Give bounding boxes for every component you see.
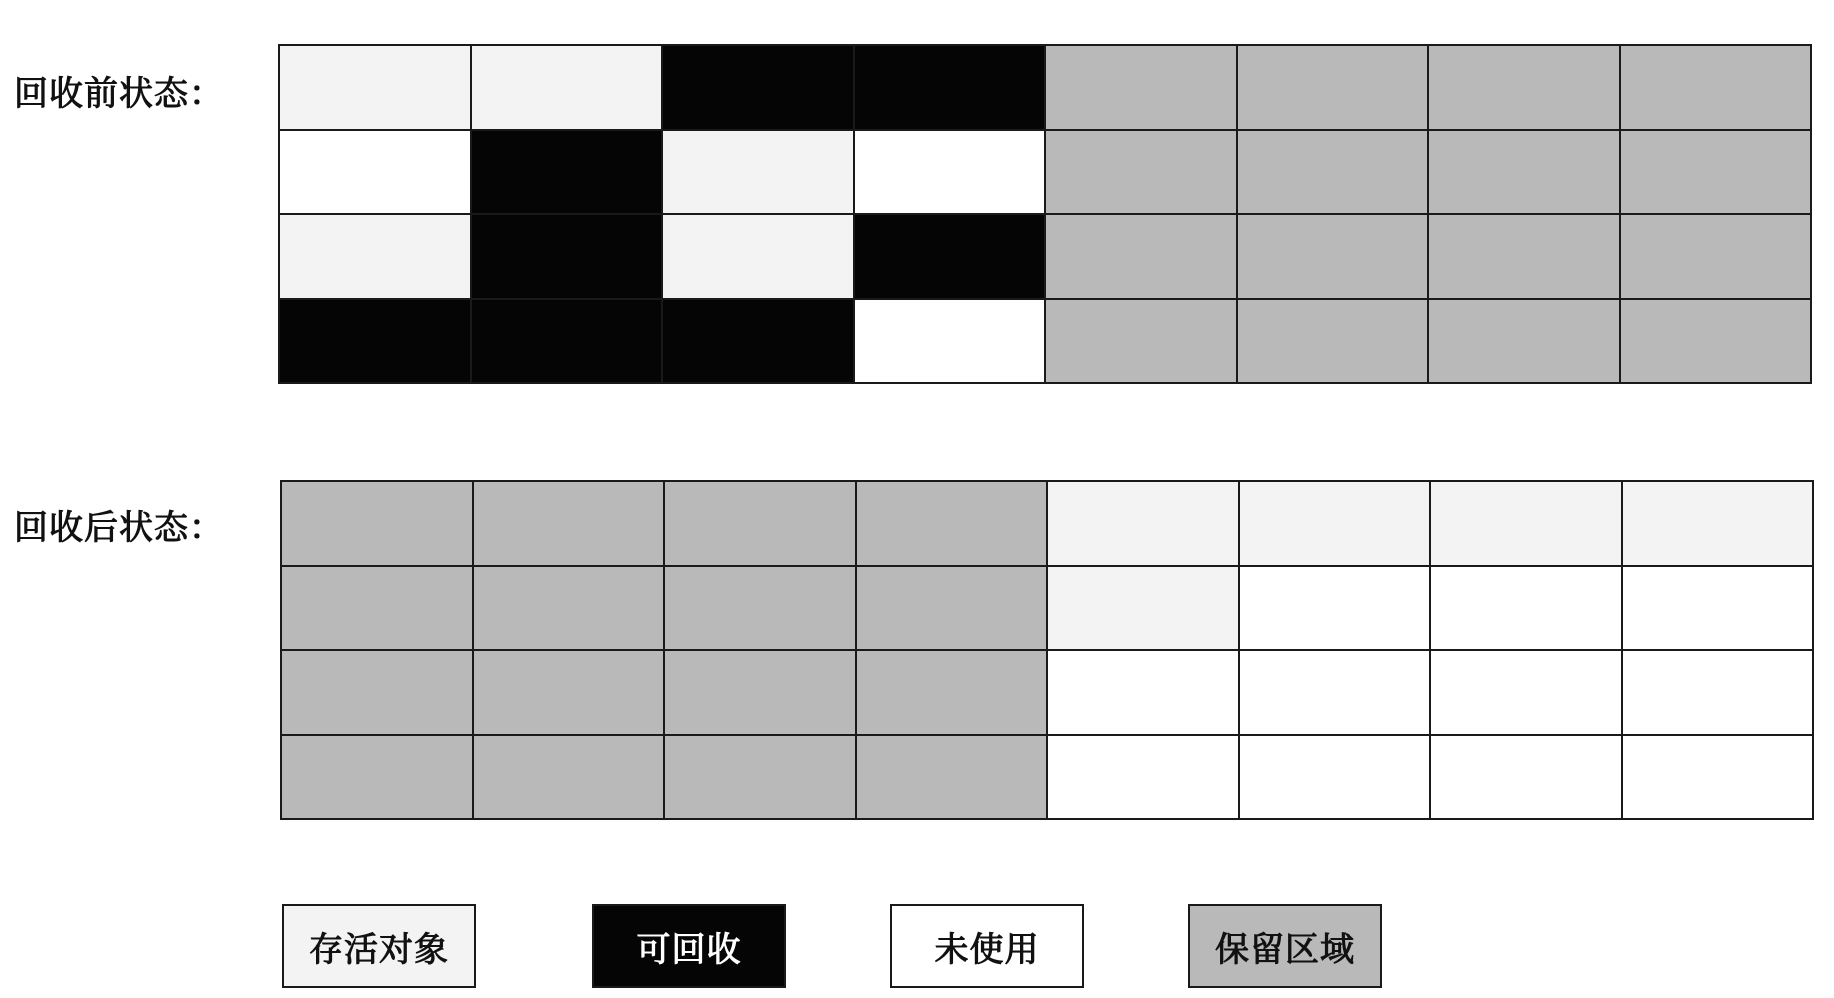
after-cell-r2-c3-reserved [665, 567, 855, 650]
after-state-label: 回收后状态： [14, 508, 224, 548]
after-cell-r4-c3-reserved [665, 736, 855, 819]
after-cell-r3-c3-reserved [665, 651, 855, 734]
before-cell-r1-c6-reserved [1238, 46, 1428, 129]
before-cell-r2-c7-reserved [1429, 131, 1619, 214]
after-cell-r2-c4-reserved [857, 567, 1047, 650]
before-cell-r3-c2-reclaimable [472, 215, 662, 298]
before-cell-r2-c2-reclaimable [472, 131, 662, 214]
after-cell-r4-c1-reserved [282, 736, 472, 819]
before-cell-r4-c8-reserved [1621, 300, 1811, 383]
before-cell-r4-c6-reserved [1238, 300, 1428, 383]
before-cell-r1-c1-alive [280, 46, 470, 129]
after-cell-r2-c1-reserved [282, 567, 472, 650]
before-cell-r3-c7-reserved [1429, 215, 1619, 298]
before-cell-r1-c2-alive [472, 46, 662, 129]
after-cell-r3-c2-reserved [474, 651, 664, 734]
before-cell-r4-c4-unused [855, 300, 1045, 383]
after-cell-r3-c8-unused [1623, 651, 1813, 734]
before-cell-r4-c1-reclaimable [280, 300, 470, 383]
after-cell-r3-c1-reserved [282, 651, 472, 734]
after-cell-r4-c8-unused [1623, 736, 1813, 819]
before-cell-r2-c4-unused [855, 131, 1045, 214]
after-cell-r4-c4-reserved [857, 736, 1047, 819]
legend-reclaimable: 可回收 [592, 904, 786, 988]
after-cell-r3-c5-unused [1048, 651, 1238, 734]
before-cell-r3-c6-reserved [1238, 215, 1428, 298]
before-cell-r1-c8-reserved [1621, 46, 1811, 129]
after-cell-r2-c7-unused [1431, 567, 1621, 650]
before-cell-r3-c3-alive [663, 215, 853, 298]
after-cell-r3-c6-unused [1240, 651, 1430, 734]
before-cell-r2-c3-alive [663, 131, 853, 214]
before-cell-r1-c4-reclaimable [855, 46, 1045, 129]
after-cell-r4-c6-unused [1240, 736, 1430, 819]
after-cell-r4-c7-unused [1431, 736, 1621, 819]
before-cell-r4-c2-reclaimable [472, 300, 662, 383]
after-cell-r1-c1-reserved [282, 482, 472, 565]
before-memory-grid [278, 44, 1812, 384]
before-cell-r2-c6-reserved [1238, 131, 1428, 214]
before-cell-r2-c5-reserved [1046, 131, 1236, 214]
before-cell-r2-c1-unused [280, 131, 470, 214]
after-cell-r1-c8-alive [1623, 482, 1813, 565]
after-cell-r2-c2-reserved [474, 567, 664, 650]
before-state-label: 回收前状态： [14, 74, 224, 114]
after-cell-r1-c7-alive [1431, 482, 1621, 565]
after-cell-r1-c4-reserved [857, 482, 1047, 565]
legend-alive: 存活对象 [282, 904, 476, 988]
after-cell-r2-c8-unused [1623, 567, 1813, 650]
after-cell-r1-c5-alive [1048, 482, 1238, 565]
after-cell-r3-c7-unused [1431, 651, 1621, 734]
after-cell-r4-c2-reserved [474, 736, 664, 819]
legend-unused: 未使用 [890, 904, 1084, 988]
after-cell-r1-c6-alive [1240, 482, 1430, 565]
before-cell-r2-c8-reserved [1621, 131, 1811, 214]
after-cell-r3-c4-reserved [857, 651, 1047, 734]
before-cell-r3-c1-alive [280, 215, 470, 298]
after-cell-r2-c6-unused [1240, 567, 1430, 650]
after-memory-grid [280, 480, 1814, 820]
before-cell-r1-c5-reserved [1046, 46, 1236, 129]
before-cell-r4-c7-reserved [1429, 300, 1619, 383]
before-cell-r1-c3-reclaimable [663, 46, 853, 129]
before-cell-r3-c4-reclaimable [855, 215, 1045, 298]
before-cell-r4-c5-reserved [1046, 300, 1236, 383]
legend-reserved: 保留区域 [1188, 904, 1382, 988]
before-cell-r1-c7-reserved [1429, 46, 1619, 129]
after-cell-r2-c5-alive [1048, 567, 1238, 650]
after-cell-r1-c3-reserved [665, 482, 855, 565]
before-cell-r3-c8-reserved [1621, 215, 1811, 298]
after-cell-r4-c5-unused [1048, 736, 1238, 819]
before-cell-r3-c5-reserved [1046, 215, 1236, 298]
after-cell-r1-c2-reserved [474, 482, 664, 565]
before-cell-r4-c3-reclaimable [663, 300, 853, 383]
